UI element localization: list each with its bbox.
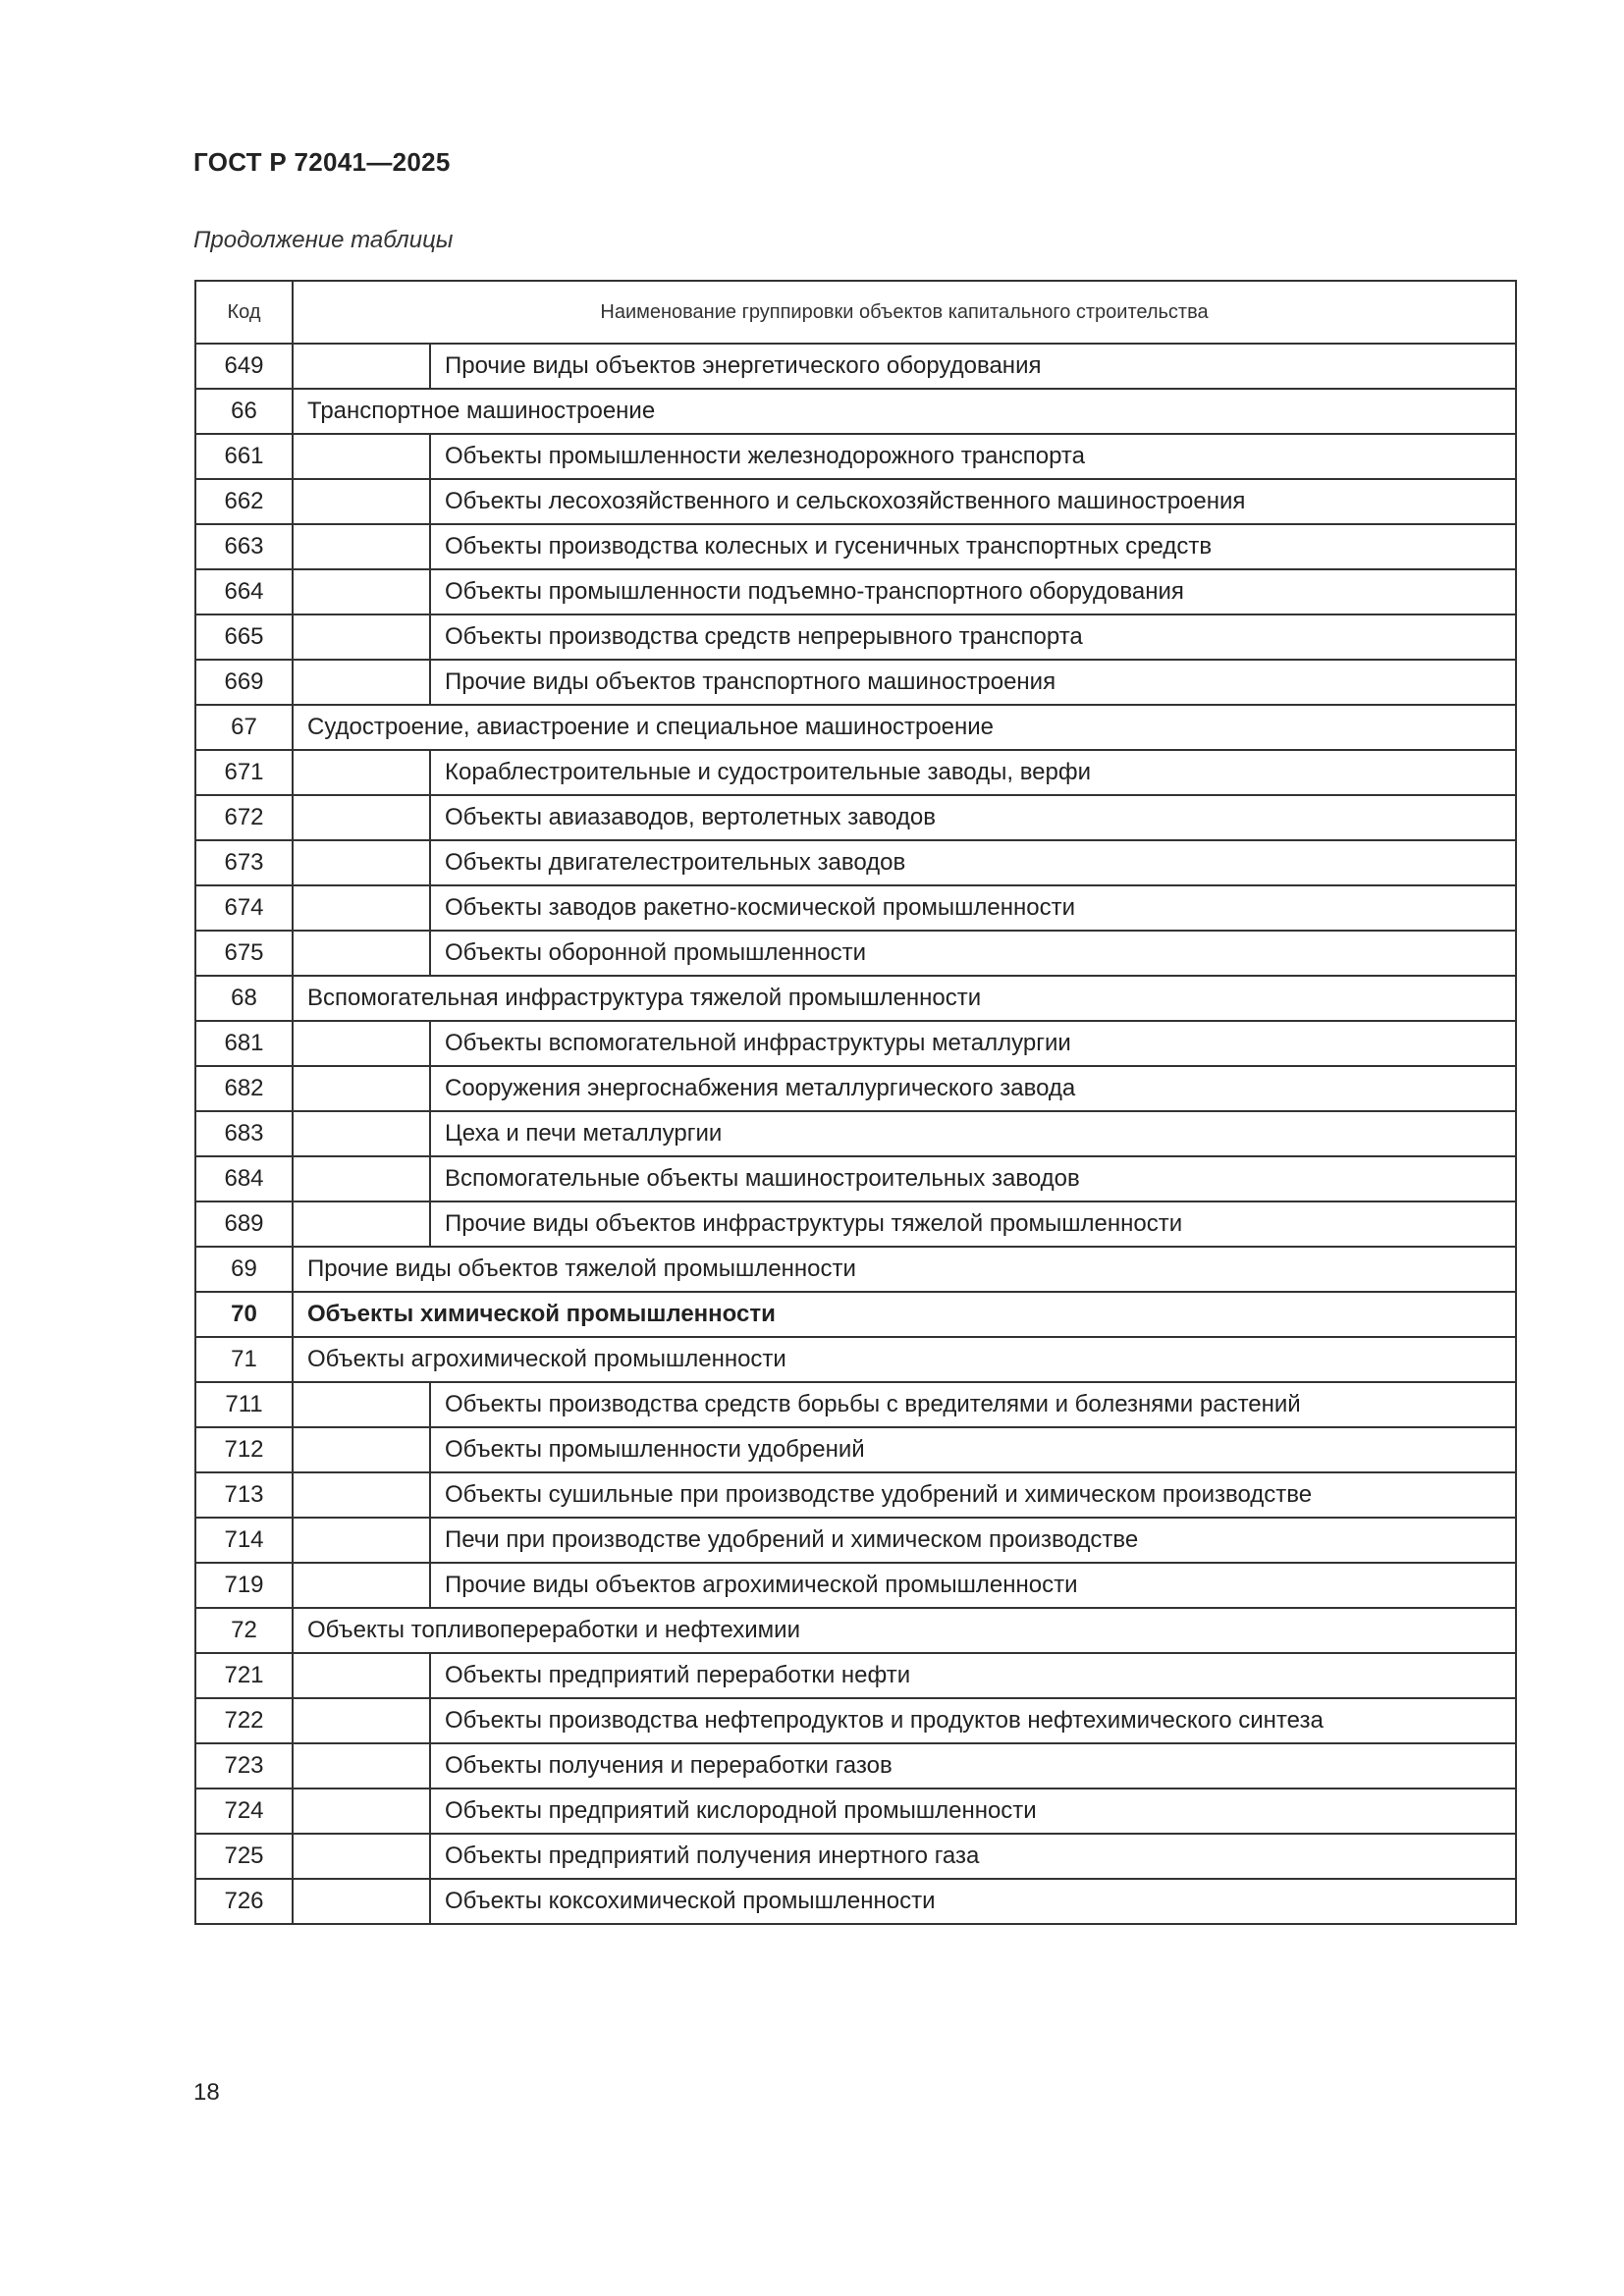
row-name: Объекты вспомогательной инфраструктуры металлургии (430, 1021, 1516, 1066)
page-number: 18 (193, 2079, 220, 2106)
row-indent-cell (293, 1834, 430, 1879)
row-indent-cell (293, 1698, 430, 1743)
row-code: 661 (195, 434, 293, 479)
row-name: Вспомогательные объекты машиностроительных заводов (430, 1156, 1516, 1201)
row-indent-cell (293, 1472, 430, 1518)
row-name: Объекты промышленности удобрений (430, 1427, 1516, 1472)
table-row (195, 1382, 1516, 1427)
row-indent-cell (293, 569, 430, 614)
table-row (195, 1247, 1516, 1292)
table-row (195, 840, 1516, 885)
row-code: 669 (195, 660, 293, 705)
table-row (195, 1337, 1516, 1382)
row-name: Объекты производства нефтепродуктов и продуктов нефтехимического синтеза (430, 1698, 1516, 1743)
row-indent-cell (293, 931, 430, 976)
table-row (195, 1653, 1516, 1698)
row-name: Объекты химической промышленности (293, 1292, 1516, 1337)
table-row (195, 795, 1516, 840)
row-indent-cell (293, 1518, 430, 1563)
row-code: 672 (195, 795, 293, 840)
row-name: Прочие виды объектов энергетического оборудования (430, 344, 1516, 389)
document-header: ГОСТ Р 72041—2025 (193, 147, 451, 177)
row-name: Прочие виды объектов агрохимической промышленности (430, 1563, 1516, 1608)
row-indent-cell (293, 1156, 430, 1201)
table-row (195, 1201, 1516, 1247)
row-code: 722 (195, 1698, 293, 1743)
row-code: 72 (195, 1608, 293, 1653)
row-code: 719 (195, 1563, 293, 1608)
row-code: 675 (195, 931, 293, 976)
row-name: Объекты заводов ракетно-космической промышленности (430, 885, 1516, 931)
table-row (195, 885, 1516, 931)
row-name: Объекты лесохозяйственного и сельскохозяйственного машиностроения (430, 479, 1516, 524)
row-code: 664 (195, 569, 293, 614)
row-code: 70 (195, 1292, 293, 1337)
row-code: 721 (195, 1653, 293, 1698)
row-indent-cell (293, 1743, 430, 1789)
row-code: 711 (195, 1382, 293, 1427)
row-name: Кораблестроительные и судостроительные заводы, верфи (430, 750, 1516, 795)
row-name: Печи при производстве удобрений и химическом производстве (430, 1518, 1516, 1563)
table-row (195, 750, 1516, 795)
table-row (195, 976, 1516, 1021)
row-code: 663 (195, 524, 293, 569)
row-name: Объекты производства средств борьбы с вредителями и болезнями растений (430, 1382, 1516, 1427)
row-name: Объекты производства средств непрерывного транспорта (430, 614, 1516, 660)
row-indent-cell (293, 1789, 430, 1834)
table-row (195, 931, 1516, 976)
row-name: Транспортное машиностроение (293, 389, 1516, 434)
table-row (195, 1156, 1516, 1201)
row-code: 71 (195, 1337, 293, 1382)
row-name: Объекты предприятий переработки нефти (430, 1653, 1516, 1698)
row-code: 662 (195, 479, 293, 524)
row-indent-cell (293, 614, 430, 660)
row-code: 67 (195, 705, 293, 750)
row-name: Объекты производства колесных и гусеничных транспортных средств (430, 524, 1516, 569)
row-indent-cell (293, 660, 430, 705)
row-name: Сооружения энергоснабжения металлургического завода (430, 1066, 1516, 1111)
table-row (195, 1472, 1516, 1518)
row-indent-cell (293, 1111, 430, 1156)
row-code: 681 (195, 1021, 293, 1066)
row-name: Объекты агрохимической промышленности (293, 1337, 1516, 1382)
table-row (195, 344, 1516, 389)
table-row (195, 1518, 1516, 1563)
row-name: Объекты двигателестроительных заводов (430, 840, 1516, 885)
row-indent-cell (293, 524, 430, 569)
row-code: 66 (195, 389, 293, 434)
row-name: Объекты предприятий получения инертного газа (430, 1834, 1516, 1879)
row-name: Объекты получения и переработки газов (430, 1743, 1516, 1789)
row-name: Судостроение, авиастроение и специальное машиностроение (293, 705, 1516, 750)
row-name: Объекты предприятий кислородной промышленности (430, 1789, 1516, 1834)
row-indent-cell (293, 885, 430, 931)
table-row (195, 1066, 1516, 1111)
classifier-table (194, 280, 1517, 1925)
row-code: 714 (195, 1518, 293, 1563)
row-indent-cell (293, 750, 430, 795)
row-indent-cell (293, 344, 430, 389)
table-header-row (195, 281, 1516, 344)
table-row (195, 660, 1516, 705)
table-row (195, 1879, 1516, 1924)
row-name: Объекты промышленности железнодорожного транспорта (430, 434, 1516, 479)
row-indent-cell (293, 1879, 430, 1924)
row-indent-cell (293, 1563, 430, 1608)
row-code: 674 (195, 885, 293, 931)
row-code: 671 (195, 750, 293, 795)
row-code: 712 (195, 1427, 293, 1472)
table-continuation-note: Продолжение таблицы (193, 227, 454, 253)
row-name: Объекты промышленности подъемно-транспортного оборудования (430, 569, 1516, 614)
table-row (195, 1021, 1516, 1066)
row-indent-cell (293, 434, 430, 479)
row-name: Объекты коксохимической промышленности (430, 1879, 1516, 1924)
row-name: Вспомогательная инфраструктура тяжелой промышленности (293, 976, 1516, 1021)
row-code: 69 (195, 1247, 293, 1292)
row-code: 673 (195, 840, 293, 885)
row-name: Прочие виды объектов транспортного машиностроения (430, 660, 1516, 705)
row-code: 725 (195, 1834, 293, 1879)
row-code: 665 (195, 614, 293, 660)
row-indent-cell (293, 479, 430, 524)
row-name: Прочие виды объектов тяжелой промышленности (293, 1247, 1516, 1292)
table-row (195, 1698, 1516, 1743)
row-indent-cell (293, 840, 430, 885)
row-code: 682 (195, 1066, 293, 1111)
table-row (195, 389, 1516, 434)
table-row (195, 705, 1516, 750)
header-name: Наименование группировки объектов капитального строительства (293, 281, 1516, 344)
row-indent-cell (293, 1653, 430, 1698)
table-row (195, 1834, 1516, 1879)
row-code: 683 (195, 1111, 293, 1156)
row-code: 649 (195, 344, 293, 389)
row-indent-cell (293, 1201, 430, 1247)
row-name: Объекты топливопереработки и нефтехимии (293, 1608, 1516, 1653)
row-name: Объекты оборонной промышленности (430, 931, 1516, 976)
table-row (195, 1427, 1516, 1472)
row-name: Объекты сушильные при производстве удобрений и химическом производстве (430, 1472, 1516, 1518)
row-indent-cell (293, 1427, 430, 1472)
row-name: Цеха и печи металлургии (430, 1111, 1516, 1156)
row-code: 689 (195, 1201, 293, 1247)
row-indent-cell (293, 1066, 430, 1111)
table-row (195, 479, 1516, 524)
table-row (195, 1292, 1516, 1337)
row-name: Объекты авиазаводов, вертолетных заводов (430, 795, 1516, 840)
row-name: Прочие виды объектов инфраструктуры тяжелой промышленности (430, 1201, 1516, 1247)
row-code: 68 (195, 976, 293, 1021)
table-row (195, 1608, 1516, 1653)
table-row (195, 434, 1516, 479)
row-indent-cell (293, 795, 430, 840)
header-code: Код (195, 281, 293, 344)
table-row (195, 524, 1516, 569)
row-code: 726 (195, 1879, 293, 1924)
table-row (195, 1563, 1516, 1608)
table-row (195, 569, 1516, 614)
table-row (195, 1111, 1516, 1156)
row-code: 723 (195, 1743, 293, 1789)
row-code: 724 (195, 1789, 293, 1834)
table-body (195, 344, 1516, 1924)
table-row (195, 1743, 1516, 1789)
row-indent-cell (293, 1382, 430, 1427)
table-row (195, 1789, 1516, 1834)
table-row (195, 614, 1516, 660)
row-code: 684 (195, 1156, 293, 1201)
row-indent-cell (293, 1021, 430, 1066)
row-code: 713 (195, 1472, 293, 1518)
